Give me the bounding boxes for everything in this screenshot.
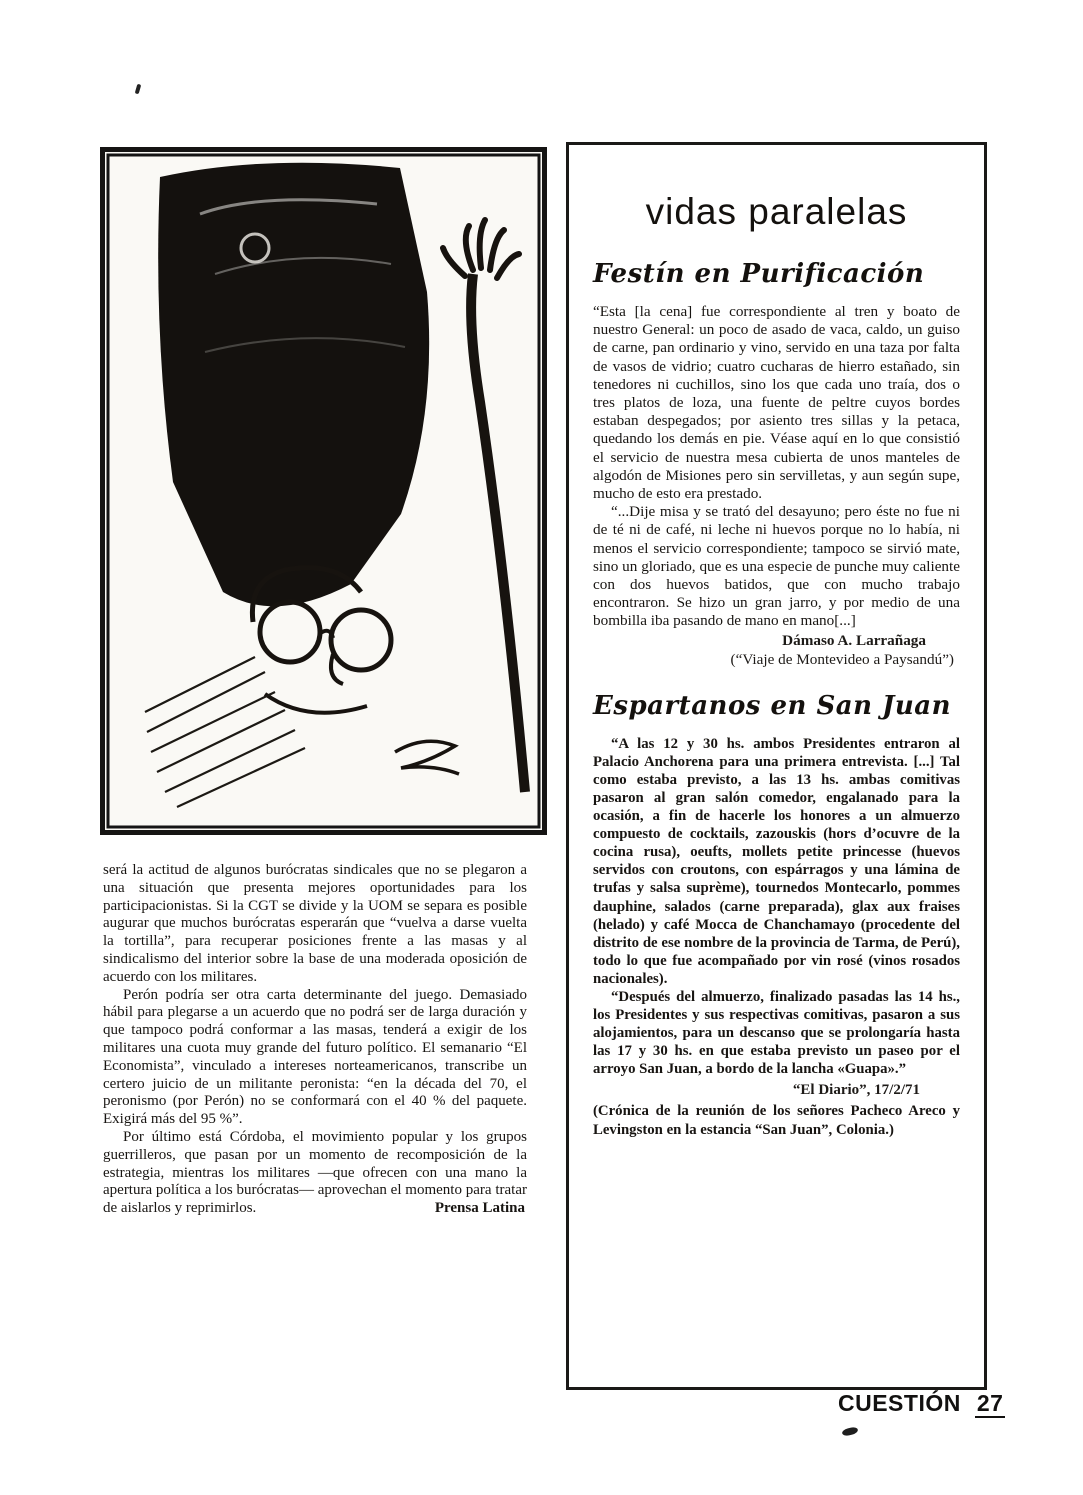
espartanos-section — [593, 735, 960, 1139]
left-article-column — [103, 862, 527, 1218]
attribution-author: “El Diario”, 17/2/71 — [792, 1082, 920, 1099]
page-footer — [838, 1390, 1005, 1417]
illustration-drawing — [105, 152, 542, 830]
page-number: 27 — [976, 1390, 1004, 1416]
magazine-name: CUESTIÓN — [838, 1390, 961, 1416]
espartanos-heading: Espartanos en San Juan — [593, 690, 952, 721]
body-paragraph: “Esta [la cena] fue correspondiente al tren y boato de nuestro General: un poco de asado de vaca, caldo, un guiso de carne, pan ordinario y vino, servido en una taza por falta de vasos de vidrio; cuatro cucharas de hierro estañado, sin tenedores ni cuchillos, sino los que cada uno traía, dos o tres platos de loza, una fuente de peltre cuyos bordes estaban despegados; por asiento tres sillas y la petaca, quedando los demás en pie. Véase aquí en lo que consistió el servicio de nuestra mesa cubierta de unos manteles de algodón de Misiones pero sin servilletas, y aun según supe, mucho de esto era prestado. — [593, 303, 960, 503]
body-paragraph: “Después del almuerzo, finalizado pasadas las 14 hs., los Presidentes y sus respectivas comitivas, pasaron a sus alojamientos, para un descanso que se prolongaría hasta las 17 y 30 hs. en que estaba previsto un paseo por el arroyo San Juan, a bordo de la lancha «Guapa».” — [593, 988, 960, 1078]
ink-smudge — [841, 1426, 858, 1437]
body-paragraph: Por último está Córdoba, el movimiento popular y los grupos guerrilleros, que pasan por un momento de recomposición de la estrategia, mientras los militares —que ofrecen con una mano la apertura política a los burócratas— aprovechan el momento para tratar de aislarlos y reprimirlos. — [103, 1128, 527, 1217]
attribution-source: (Crónica de la reunión de los señores Pacheco Areco y Levingston en la estancia “San Juan”, Colonia.) — [593, 1103, 960, 1138]
attribution-source: (“Viaje de Montevideo a Paysandú”) — [730, 650, 954, 668]
body-paragraph: Perón podría ser otra carta determinante del juego. Demasiado hábil para plegarse a un acuerdo que no podrá ser de larga duración y que tampoco podrá conformar a las masas, tenderá a exigir de los militares una cuota muy grande del futuro político. El semanario “El Economista”, vinculado a intereses norteamericanos, transcribe un certero juicio de un militante peronista: “en la década del 70, el peronismo (por Perón) no se conformará con el 40 % del paquete. Exigirá más del 95 %”. — [103, 986, 527, 1128]
ink-mark — [135, 84, 142, 95]
vidas-paralelas-box — [566, 142, 987, 1390]
body-paragraph: será la actitud de algunos burócratas sindicales que no se plegaron a una situación que presenta mejores oportunidades para los participacionistas. Si la CGT se divide y la UOM se separa es posible augurar que muchos burócratas esperarán que “vuelva a darse vuelta la tortilla”, para recuperar posiciones frente a las masas y al sindicalismo del interior sobre la base de una moderada oposición de acuerdo con los militares. — [103, 862, 527, 985]
body-paragraph: “...Dije misa y se trató del desayuno; pero éste no fue ni de té ni de café, ni leche ni huevos porque no lo había, ni menos el servicio correspondiente; tampoco se sirvió mate, sino un gloriado, que es una especie de punche muy caliente con dos huevos batidos, que con mucho trabajo encontraron. Se hizo un gran jarro, y por medio de una bombilla iba pasando de mano en mano[...] — [593, 503, 960, 630]
illustration-frame — [100, 147, 547, 835]
feature-title: vidas paralelas — [645, 191, 908, 232]
festin-heading: Festín en Purificación — [593, 259, 925, 289]
body-paragraph: “A las 12 y 30 hs. ambos Presidentes entraron al Palacio Anchorena para una primera entrevista. [...] Tal como estaba previsto, a las 13 hs. ambas comitivas pasaron al gran salón comedor, engalanado para la ocasión, a fin de hacerle los honores a un almuerzo compuesto de cocktails, zazouskis (hors d’ocuvre de la cocina rusa), oeufts, mollets petite princesse (huevos servidos con croutons, con espárragos y una lámina de trufas y salsa suprème), tournedos Montecarlo, pommes dauphine, salados (carne preparada), glax aux fraises (helado) y café Mocca de Chanchamayo (procedente del distrito de ese nombre de la provincia de Tarma, de Perú), todo lo que fue acompañado por vin rosé (vinos rosados nacionales). — [593, 735, 960, 987]
attribution-author: Dámaso A. Larrañaga — [782, 631, 926, 649]
byline: Prensa Latina — [434, 1200, 525, 1217]
